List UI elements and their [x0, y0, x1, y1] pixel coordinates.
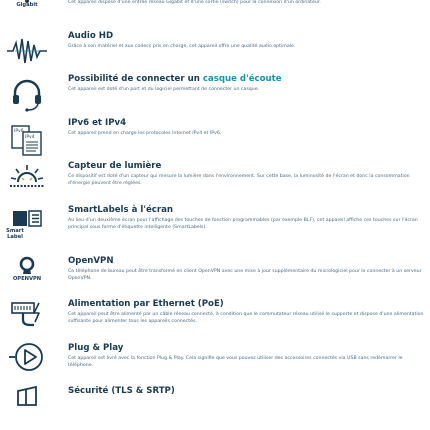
feature-audio-hd [0, 30, 430, 74]
feature-plug-and-play [0, 342, 430, 386]
feature-description: Ce téléphone de bureau peut être transformé en client OpenVPN avec une mise à jour supplémentaire du micrologiciel pour le connecter à un serveur OpenVPN. [68, 268, 422, 281]
openvpn-icon [6, 255, 48, 297]
feature-title: Possibilité de connecter un casque d'écoute [68, 74, 282, 84]
feature-ipv6-ipv4 [0, 117, 430, 161]
feature-title: Plug & Play [68, 342, 124, 353]
feature-smartlabels [0, 204, 430, 255]
smart-label-caption: Smart Label [6, 227, 24, 240]
feature-poe [0, 298, 430, 342]
feature-title: OpenVPN [68, 255, 114, 266]
headset-icon [6, 73, 48, 115]
ipv6-ipv4-icon [6, 117, 48, 159]
feature-light-sensor [0, 160, 430, 204]
feature-description: Cet appareil dispose d'une entrée réseau Gigabit et d'une sortie (switch) pour la connexion d'un ordinateur. [68, 0, 321, 5]
svg-text:IPv4: IPv4 [25, 134, 35, 140]
feature-title: SmartLabels à l'écran [68, 204, 174, 215]
feature-title: Audio HD [68, 30, 114, 41]
openvpn-caption: OPENVPN [12, 275, 42, 282]
feature-security [0, 385, 430, 429]
light-sensor-icon [6, 160, 48, 202]
gigabit-caption: Gigabit [16, 2, 38, 8]
feature-description: Cet appareil peut être alimenté par un câble réseau connecté, à condition que le commutateur réseau utilisé le supporte et dispose d'une alimentation suffisante pour alimenter tous les appareils connectés. [68, 312, 424, 325]
feature-description: Grâce à son matériel et aux codecs pris en charge, cet appareil offre une qualité audio optimale. [68, 43, 296, 49]
feature-title: IPv6 et IPv4 [68, 117, 127, 128]
svg-text:IPv6: IPv6 [14, 128, 24, 134]
feature-headset [0, 73, 430, 117]
gigabit-icon [6, 0, 48, 28]
feature-title: Alimentation par Ethernet (PoE) [68, 299, 224, 309]
feature-gigabit [0, 0, 430, 30]
feature-openvpn [0, 255, 430, 299]
feature-title: Sécurité (TLS & SRTP) [68, 386, 175, 396]
smart-label-icon [6, 204, 48, 246]
poe-icon [6, 298, 48, 340]
feature-description: Cet appareil est doté d'un port et du logiciel permettant de connecter un casque. [68, 87, 260, 92]
feature-description: Ce dispositif est doté d'un capteur qui mesure la lumière dans l'environnement. Sur cette base, la luminosité de l'écran et donc la consommation d'énergie peuvent être réglées. [68, 174, 410, 187]
feature-description: Au lieu d'un deuxième écran pour l'affichage des touches de fonction programmables (par exemple BLF), cet appareil affiche ces touches sur l'écran principal sous forme d'étiquette intelligente (SmartLabels). [68, 217, 418, 230]
feature-description: Cet appareil est livré avec la fonction Plug & Play. Cela signifie que vous pouvez utiliser des accessoires connectés via USB sans redémarrer le téléphone. [68, 355, 403, 368]
feature-description: Cet appareil prend en charge les protocoles Internet IPv4 et IPv6. [68, 130, 222, 136]
feature-title: Capteur de lumière [68, 161, 162, 171]
plug-and-play-icon [6, 342, 48, 384]
security-icon [6, 385, 48, 427]
audio-hd-icon [6, 30, 48, 72]
